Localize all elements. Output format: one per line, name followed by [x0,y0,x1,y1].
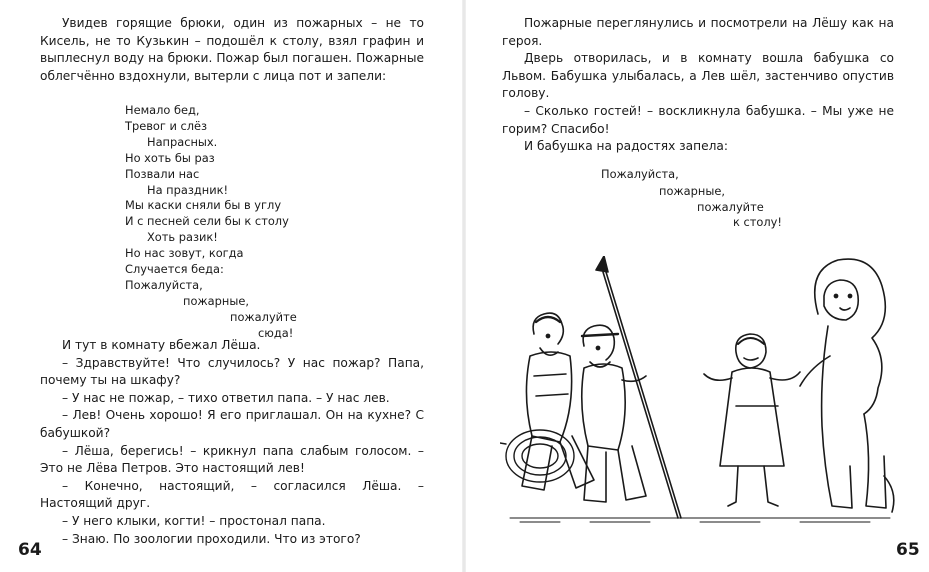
intro-text [40,15,424,85]
dialog-paragraph: – Здравствуйте! Что случилось? У нас пожар? Папа, почему ты на шкафу? [40,355,424,388]
fire-hose-coil-icon [500,430,574,482]
illustration-firefighters-boy-lion [500,256,900,526]
right-paragraph: Пожарные переглянулись и посмотрели на Лёшу как на героя. [502,16,894,48]
intro-paragraph: Увидев горящие брюки, один из пожарных – не то Кисель, не то Кузькин – подошёл к столу, взял графин и выплеснул воду на брюки. Пожар был погашен. Пожарные облегчённо вздохнули, вытерли с лица пот и запели: [40,16,424,83]
song-line: пожарные, [659,184,725,198]
dialog-paragraph: – У него клыки, когти! – простонал папа. [62,513,326,528]
dialog-paragraph: – У нас не пожар, – тихо ответил папа. – У нас лев. [62,390,390,405]
poem-line: И с песней сели бы к столу [125,214,289,229]
dialog-paragraph: – Лёша, берегись! – крикнул папа слабым голосом. – Это не Лёва Петров. Это настоящий лев! [40,443,424,476]
page-number-right: 65 [896,540,920,560]
book-gutter [462,0,466,572]
song-line: к столу! [733,215,782,229]
spear-icon [596,256,681,518]
poem-line: Мы каски сняли бы в углу [125,198,282,213]
poem-line: пожарные, [183,293,249,308]
poem-line: Случается беда: [125,262,224,277]
song-line: Пожалуйста, [601,167,679,181]
dialog-paragraph: – Лев! Очень хорошо! Я его приглашал. Он на кухне? С бабушкой? [40,408,424,440]
page-number-left: 64 [18,540,42,560]
dialog-text [40,337,424,548]
poem-line: Пожалуйста, [125,277,203,292]
right-paragraph: И бабушка на радостях запела: [524,139,728,154]
dialog-paragraph: – Конечно, настоящий, – согласился Лёша. – Настоящий друг. [40,478,424,511]
firefighters-poem [125,103,375,342]
lion-figure [800,259,894,512]
dialog-paragraph: – Знаю. По зоологии проходили. Что из этого? [62,531,361,546]
poem-line: Тревог и слёз [125,118,208,133]
ground-hatching [510,518,890,522]
poem-line: На праздник! [147,182,229,197]
poem-line: Позвали нас [125,166,200,181]
song-line: пожалуйте [697,200,764,214]
left-page [0,0,464,572]
boy-lesha-figure [704,334,800,506]
poem-line: Хоть разик! [147,230,218,245]
poem-line: Немало бед, [125,103,200,117]
poem-line: пожалуйте [230,309,297,324]
poem-line: сюда! [258,325,294,340]
poem-line: Напрасных. [147,134,218,149]
poem-line: Но нас зовут, когда [125,246,244,261]
right-paragraph: Дверь отворилась, и в комнату вошла бабушка со Львом. Бабушка улыбалась, а Лев шёл, застенчиво опустив голову. [502,51,894,101]
right-page-text [502,15,894,156]
right-paragraph: – Сколько гостей! – воскликнула бабушка. – Мы уже не горим? Спасибо! [502,103,894,136]
dialog-paragraph: И тут в комнату вбежал Лёша. [62,338,261,352]
poem-line: Но хоть бы раз [125,150,215,165]
